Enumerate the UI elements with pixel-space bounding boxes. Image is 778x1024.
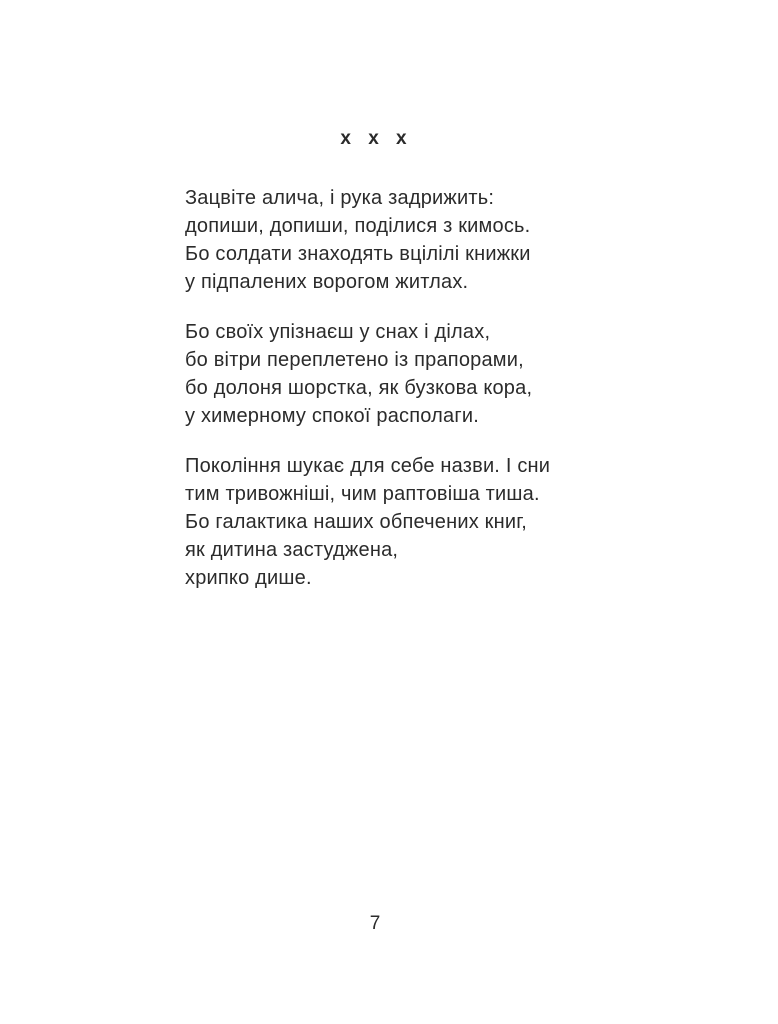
poem-line: Зацвіте алича, і рука задрижить: (185, 187, 495, 209)
poem-line: Покоління шукає для себе назви. І сни (185, 455, 551, 477)
page-number: 7 (369, 913, 381, 934)
poem-line: тим тривожніші, чим раптовіша тиша. (185, 483, 540, 505)
poem-line: у химерному спокої располаги. (185, 405, 479, 427)
poem-line: хрипко дише. (185, 567, 312, 589)
stanza (185, 184, 565, 296)
poem-line: допиши, допиши, поділися з кимось. (185, 215, 531, 237)
poem-line: Бо солдати знаходять вцілілі книжки (185, 243, 531, 265)
poem-line: Бо галактика наших обпечених книг, (185, 511, 528, 533)
poem-line: у підпалених ворогом житлах. (185, 271, 469, 293)
stanza (185, 318, 565, 430)
stanza (185, 452, 565, 592)
poem-line: бо вітри переплетено із прапорами, (185, 349, 524, 371)
poem-line: Бо своїх упізнаєш у снах і ділах, (185, 321, 491, 343)
poem-line: бо долоня шорстка, як бузкова кора, (185, 377, 533, 399)
poem (185, 184, 565, 614)
poem-line: як дитина застуджена, (185, 539, 399, 561)
text-column (185, 0, 565, 1024)
section-divider-marker: x x x (340, 128, 410, 149)
